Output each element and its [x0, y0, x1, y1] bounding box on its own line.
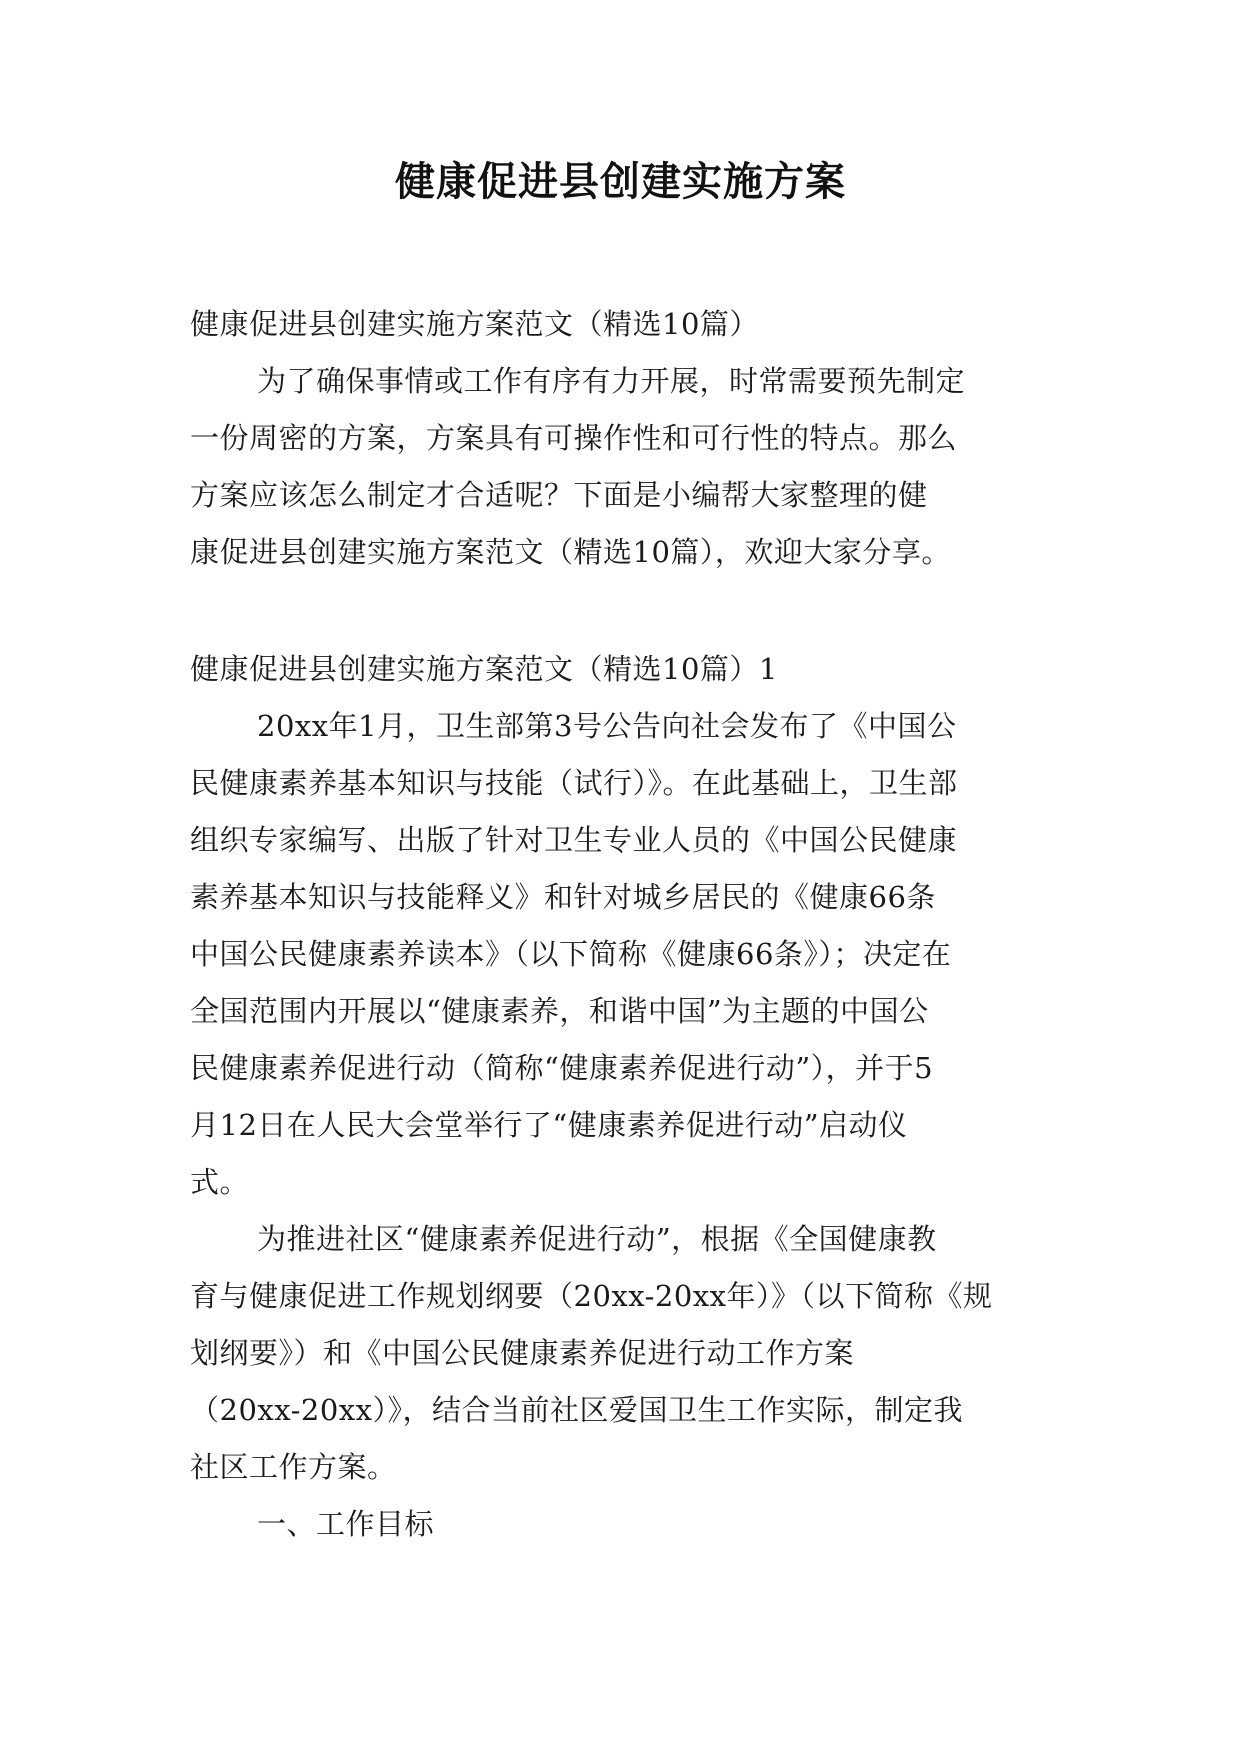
paragraph-line: 民健康素养促进行动（简称“健康素养促进行动”），并于5 [190, 1051, 934, 1085]
body-paragraph-2 [190, 1211, 1050, 1496]
paragraph-line: 中国公民健康素养读本》（以下简称《健康66条》）；决定在 [190, 937, 952, 971]
body-paragraph-1 [190, 698, 1050, 1211]
paragraph-line: 月12日在人民大会堂举行了“健康素养促进行动”启动仪 [190, 1108, 908, 1142]
document-body [190, 296, 1050, 1553]
paragraph-line: 一份周密的方案，方案具有可操作性和可行性的特点。那么 [190, 421, 958, 455]
section-heading: 健康促进县创建实施方案范文（精选10篇）1 [190, 652, 778, 686]
subtitle: 健康促进县创建实施方案范文（精选10篇） [190, 307, 759, 341]
paragraph-line: （20xx-20xx）》，结合当前社区爱国卫生工作实际，制定我 [190, 1393, 964, 1427]
paragraph-line: 组织专家编写、出版了针对卫生专业人员的《中国公民健康 [190, 823, 958, 857]
paragraph-line: 式。 [190, 1165, 250, 1199]
paragraph-line: 划纲要》）和《中国公民健康素养促进行动工作方案 [190, 1336, 855, 1370]
paragraph-line: 社区工作方案。 [190, 1450, 397, 1484]
paragraph-line: 全国范围内开展以“健康素养，和谐中国”为主题的中国公 [190, 994, 929, 1028]
paragraph-line: 康促进县创建实施方案范文（精选10篇），欢迎大家分享。 [190, 535, 951, 569]
paragraph-line: 素养基本知识与技能释义》和针对城乡居民的《健康66条 [190, 880, 936, 914]
page-title: 健康促进县创建实施方案 [395, 159, 846, 205]
paragraph-line: 20xx年1月，卫生部第3号公告向社会发布了《中国公 [257, 709, 957, 743]
paragraph-gap [190, 581, 1050, 641]
paragraph-line: 为了确保事情或工作有序有力开展，时常需要预先制定 [257, 364, 966, 398]
paragraph-line: 民健康素养基本知识与技能（试行）》。在此基础上，卫生部 [190, 766, 958, 800]
heading-work-goals: 一、工作目标 [257, 1507, 435, 1541]
paragraph-line: 育与健康促进工作规划纲要（20xx-20xx年）》（以下简称《规 [190, 1279, 993, 1313]
paragraph-line: 为推进社区“健康素养促进行动”，根据《全国健康教 [257, 1222, 937, 1256]
intro-paragraph [190, 353, 1050, 581]
paragraph-line: 方案应该怎么制定才合适呢？下面是小编帮大家整理的健 [190, 478, 928, 512]
